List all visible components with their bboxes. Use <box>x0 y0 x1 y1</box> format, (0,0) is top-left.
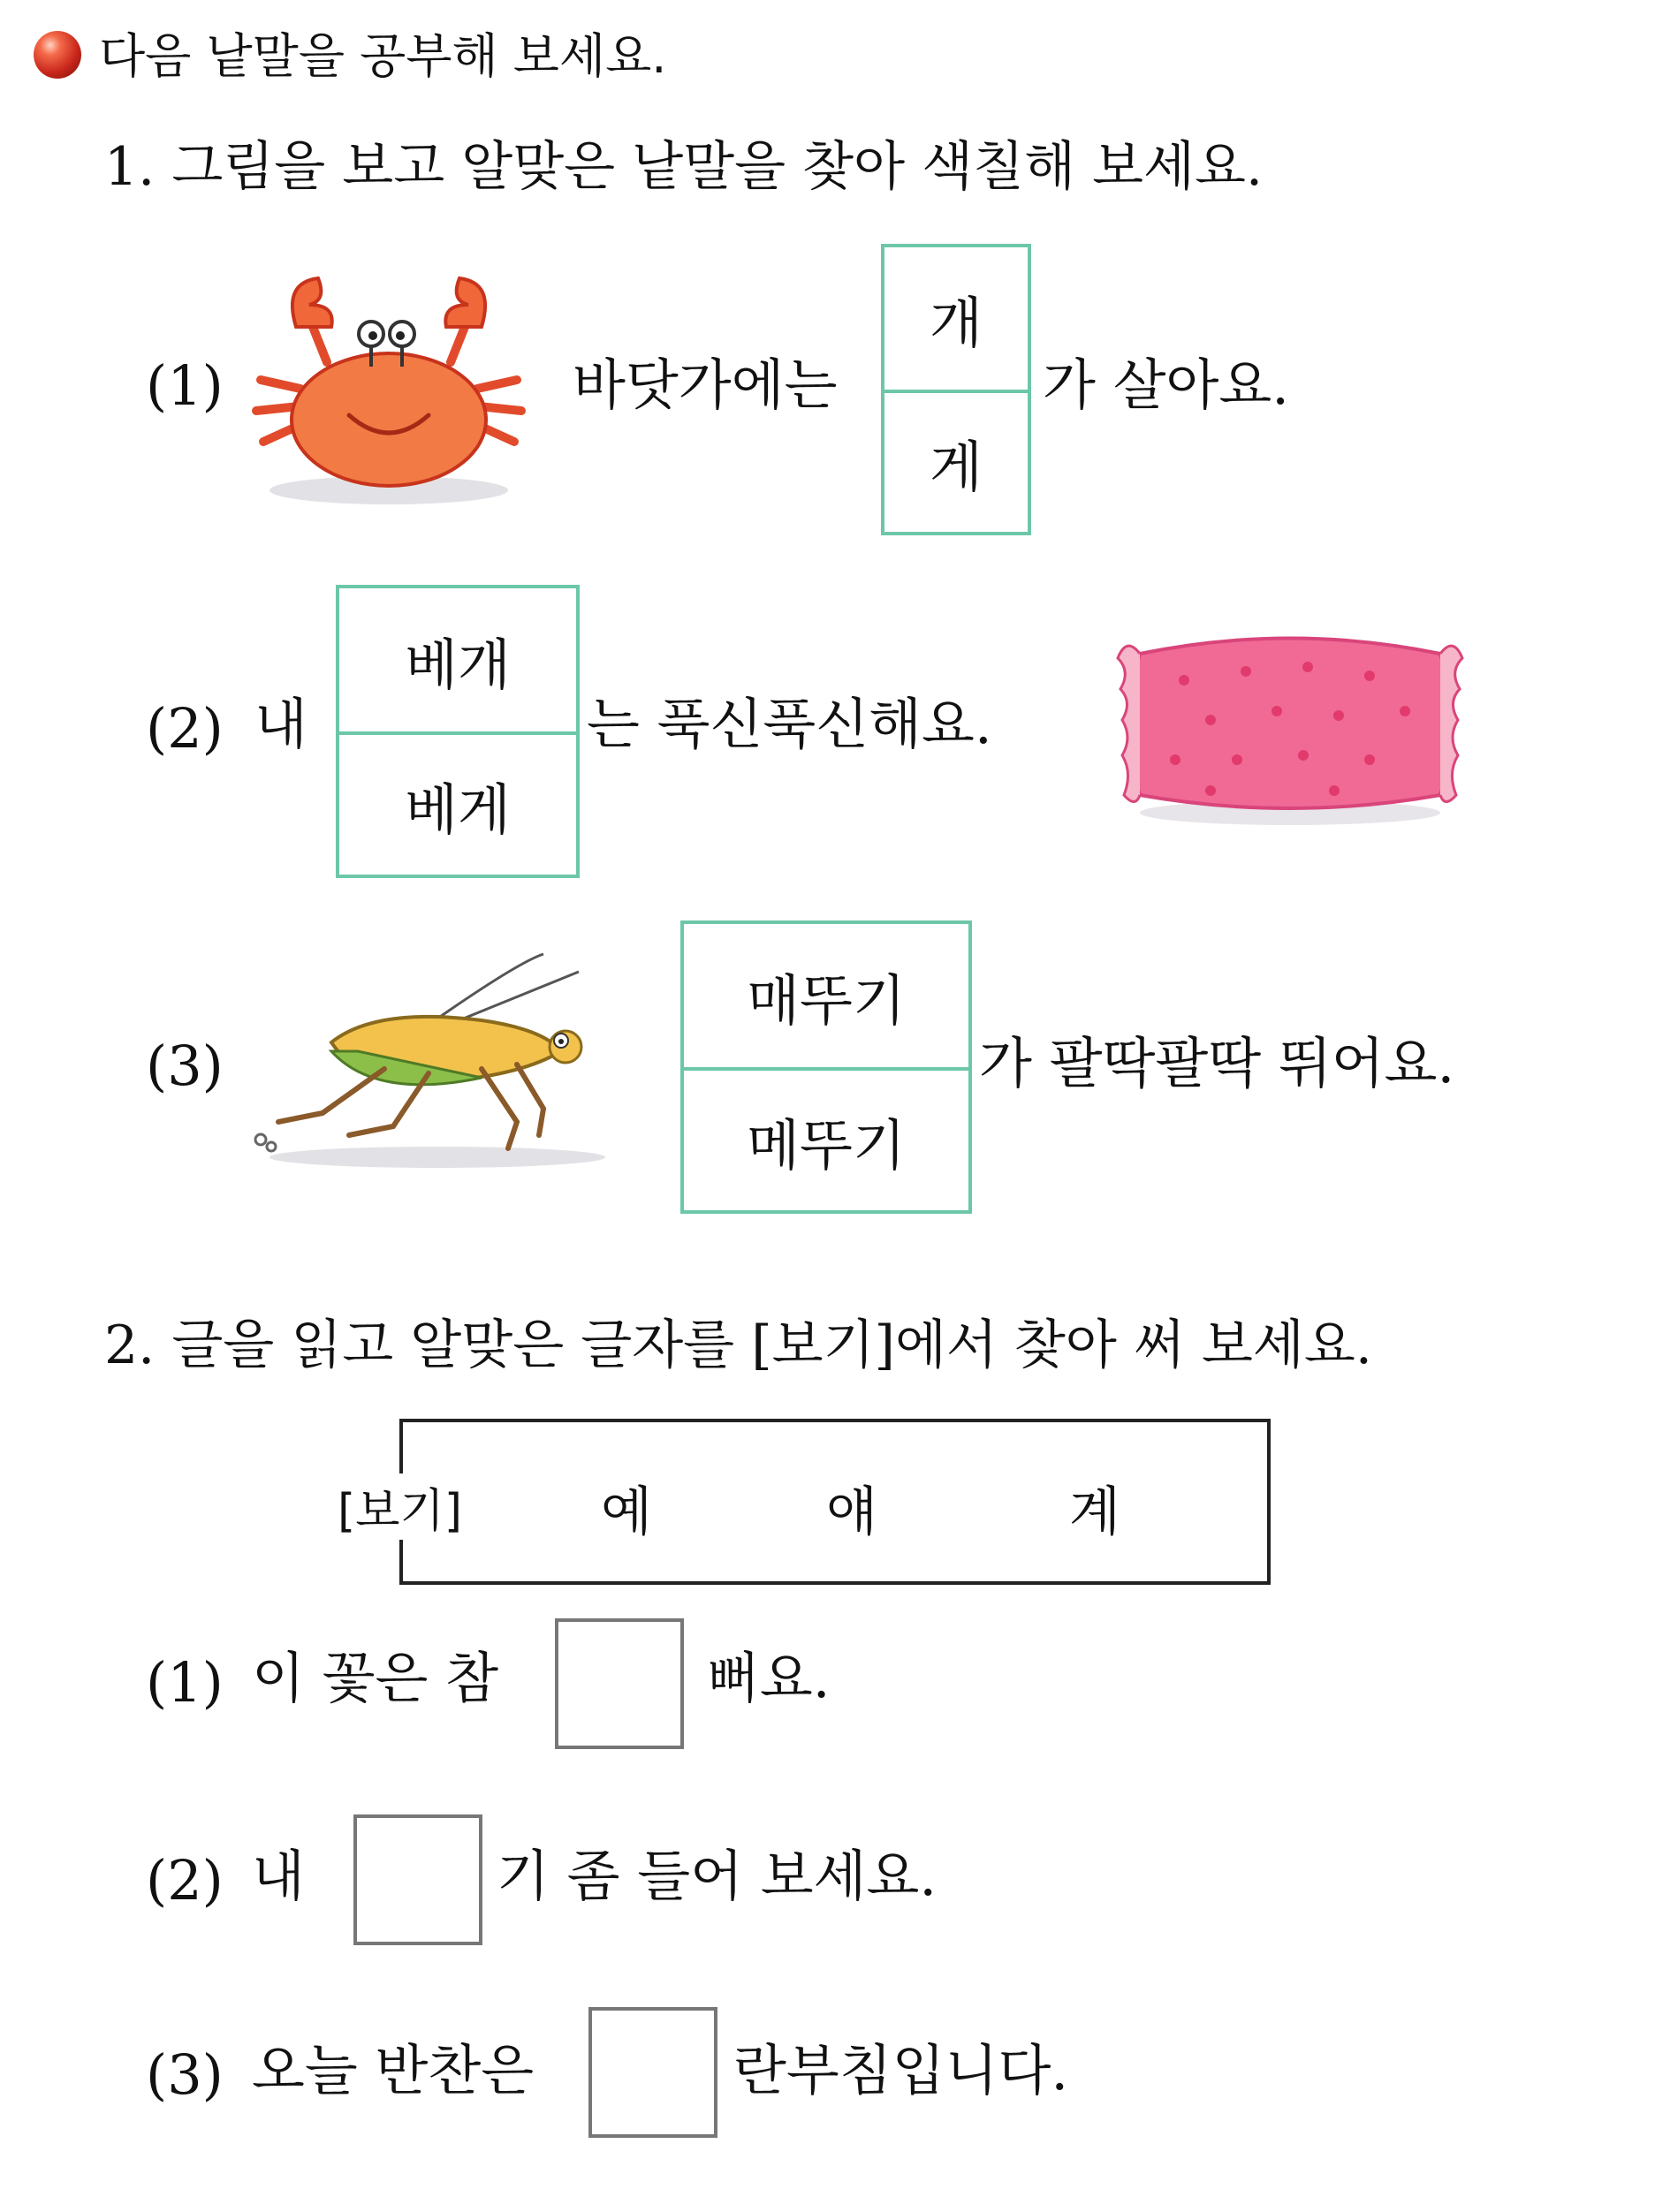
q1-item-1-text-before: 바닷가에는 <box>573 352 838 417</box>
q2-item-1-answer-box[interactable] <box>555 1618 684 1749</box>
q1-item-3-choice-group <box>680 920 972 1214</box>
q2-item-3-text-after: 란부침입니다. <box>733 2038 1069 2102</box>
q2-item-2-number: (2) <box>146 1848 224 1913</box>
q2-item-3-text-before: 오늘 반찬은 <box>252 2038 535 2102</box>
question-1-title: 1. 그림을 보고 알맞은 낱말을 찾아 색칠해 보세요. <box>104 136 1264 198</box>
crab-illustration <box>247 265 530 512</box>
q2-item-1-text-before: 이 꽃은 참 <box>252 1646 498 1710</box>
q1-item-3-choice-1[interactable]: 매뚜기 <box>747 967 906 1033</box>
instruction-header: 다음 낱말을 공부해 보세요. <box>99 28 667 84</box>
q1-item-3-choice-2[interactable]: 메뚜기 <box>684 1067 968 1210</box>
q1-item-2-number: (2) <box>146 696 224 761</box>
bogi-item-3: 계 <box>1069 1481 1120 1543</box>
q2-item-3-answer-box[interactable] <box>588 2007 717 2138</box>
q2-item-3-number: (3) <box>146 2042 224 2107</box>
q2-item-2-answer-box[interactable] <box>353 1814 482 1945</box>
q2-item-1-text-after: 뻐요. <box>707 1646 831 1710</box>
q2-item-2-text-before: 내 <box>252 1844 305 1908</box>
bogi-label: [보기] <box>334 1473 466 1540</box>
q1-item-1-number: (1) <box>146 353 224 418</box>
q1-item-2-choice-1[interactable]: 베개 <box>405 632 511 697</box>
question-2-title: 2. 글을 읽고 알맞은 글자를 [보기]에서 찾아 써 보세요. <box>104 1314 1372 1376</box>
q1-item-2-text-before: 내 <box>254 692 307 756</box>
bogi-item-2: 얘 <box>826 1481 877 1543</box>
grasshopper-illustration <box>252 945 623 1184</box>
bogi-item-1: 예 <box>601 1481 652 1543</box>
q1-item-3-text-after: 가 팔딱팔딱 뛰어요. <box>979 1031 1455 1095</box>
pillow-illustration <box>1113 618 1467 839</box>
q1-item-1-choice-1[interactable]: 개 <box>930 291 983 355</box>
q1-item-3-number: (3) <box>146 1034 224 1098</box>
q1-item-1-choice-group <box>881 244 1031 535</box>
q1-item-2-choice-group <box>336 585 580 878</box>
q1-item-1-choice-2[interactable]: 게 <box>884 390 1028 532</box>
q2-item-2-text-after: 기 좀 들어 보세요. <box>497 1844 937 1908</box>
header-bullet-icon <box>34 31 81 79</box>
q1-item-2-choice-2[interactable]: 베게 <box>339 731 576 875</box>
q1-item-2-text-after: 는 푹신푹신해요. <box>587 692 992 756</box>
q1-item-1-text-after: 가 살아요. <box>1043 352 1289 417</box>
q2-item-1-number: (1) <box>146 1650 224 1715</box>
